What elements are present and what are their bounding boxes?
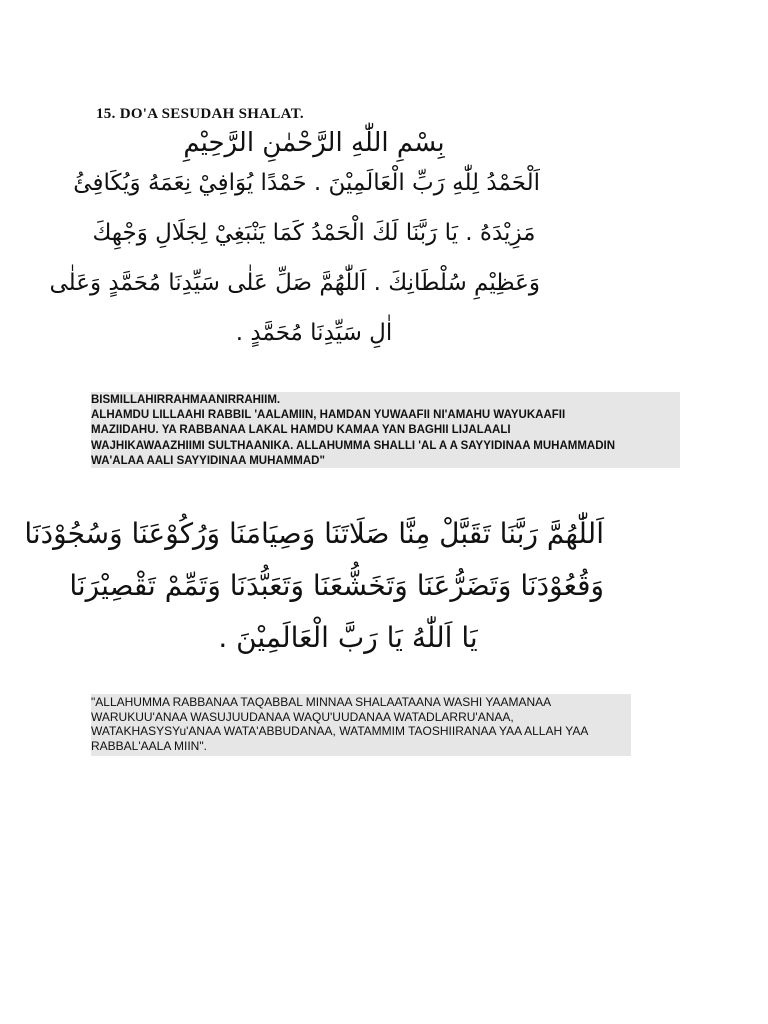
transliteration-line: WARUKUU'ANAA WASUJUUDANAA WAQU'UUDANAA WATADLARRU'ANAA,: [91, 709, 514, 724]
transliteration-block-1: [91, 392, 680, 468]
arabic-line: اَلْحَمْدُ لِلّٰهِ رَبِّ الْعَالَمِيْنَ . حَمْدًا يُوَافِيْ نِعَمَهُ وَيُكَافِئُ: [73, 170, 540, 196]
transliteration-line: ALHAMDU LILLAAHI RABBIL 'AALAMIIN, HAMDAN YUWAAFII NI'AMAHU WAYUKAAFII: [91, 409, 566, 422]
transliteration-line: RABBAL'AALA MIIN".: [91, 738, 207, 753]
transliteration-line: MAZIIDAHU. YA RABBANAA LAKAL HAMDU KAMAA YAN BAGHII LIJALAALI: [91, 424, 511, 437]
arabic-text-block-2: [24, 517, 604, 676]
arabic-text-block-1: [49, 128, 540, 372]
arabic-line: مَزِيْدَهُ . يَا رَبَّنَا لَكَ الْحَمْدُ كَمَا يَنْبَغِيْ لِجَلَالِ وَجْهِكَ: [92, 220, 536, 246]
scanned-prayer-image-2: [24, 512, 604, 674]
section-heading: 15. DO'A SESUDAH SHALAT.: [96, 106, 304, 122]
transliteration-line: WAJHIKAWAAZHIIMI SULTHAANIKA. ALLAHUMMA SHALLI 'AL A A SAYYIDINAA MUHAMMADIN: [91, 439, 616, 452]
arabic-line: يَا اَللّٰهُ يَا رَبَّ الْعَالَمِيْنَ .: [218, 621, 478, 654]
arabic-line: اَللّٰهُمَّ رَبَّنَا تَقَبَّلْ مِنَّا صَلَاتَنَا وَصِيَامَنَا وَرُكُوْعَنَا وَسُجُوْدَنَا: [24, 517, 604, 550]
transliteration-block-2: [91, 694, 631, 756]
transliteration-line: WATAKHASYSYu'ANAA WATA'ABBUDANAA, WATAMMIM TAOSHIIRANAA YAA ALLAH YAA: [91, 724, 589, 738]
transliteration-line: BISMILLAHIRRAHMAANIRRAHIIM.: [91, 394, 281, 406]
transliteration-line: "ALLAHUMMA RABBANAA TAQABBAL MINNAA SHALAATAANA WASHI YAAMANAA: [91, 695, 552, 709]
arabic-line: بِسْمِ اللّٰهِ الرَّحْمٰنِ الرَّحِيْمِ: [183, 128, 445, 158]
transliteration-line: WA'ALAA AALI SAYYIDINAA MUHAMMAD": [91, 454, 325, 467]
arabic-line: وَقُعُوْدَنَا وَتَضَرُّعَنَا وَتَخَشُّعَنَا وَتَعَبُّدَنَا وَتَمِّمْ تَقْصِيْرَنَا: [69, 569, 604, 602]
arabic-line: وَعَظِيْمِ سُلْطَانِكَ . اَللّٰهُمَّ صَلِّ عَلٰى سَيِّدِنَا مُحَمَّدٍ وَعَلٰى: [49, 270, 540, 296]
scanned-prayer-image-1: [49, 98, 540, 370]
arabic-line: اٰلِ سَيِّدِنَا مُحَمَّدٍ .: [235, 320, 393, 346]
